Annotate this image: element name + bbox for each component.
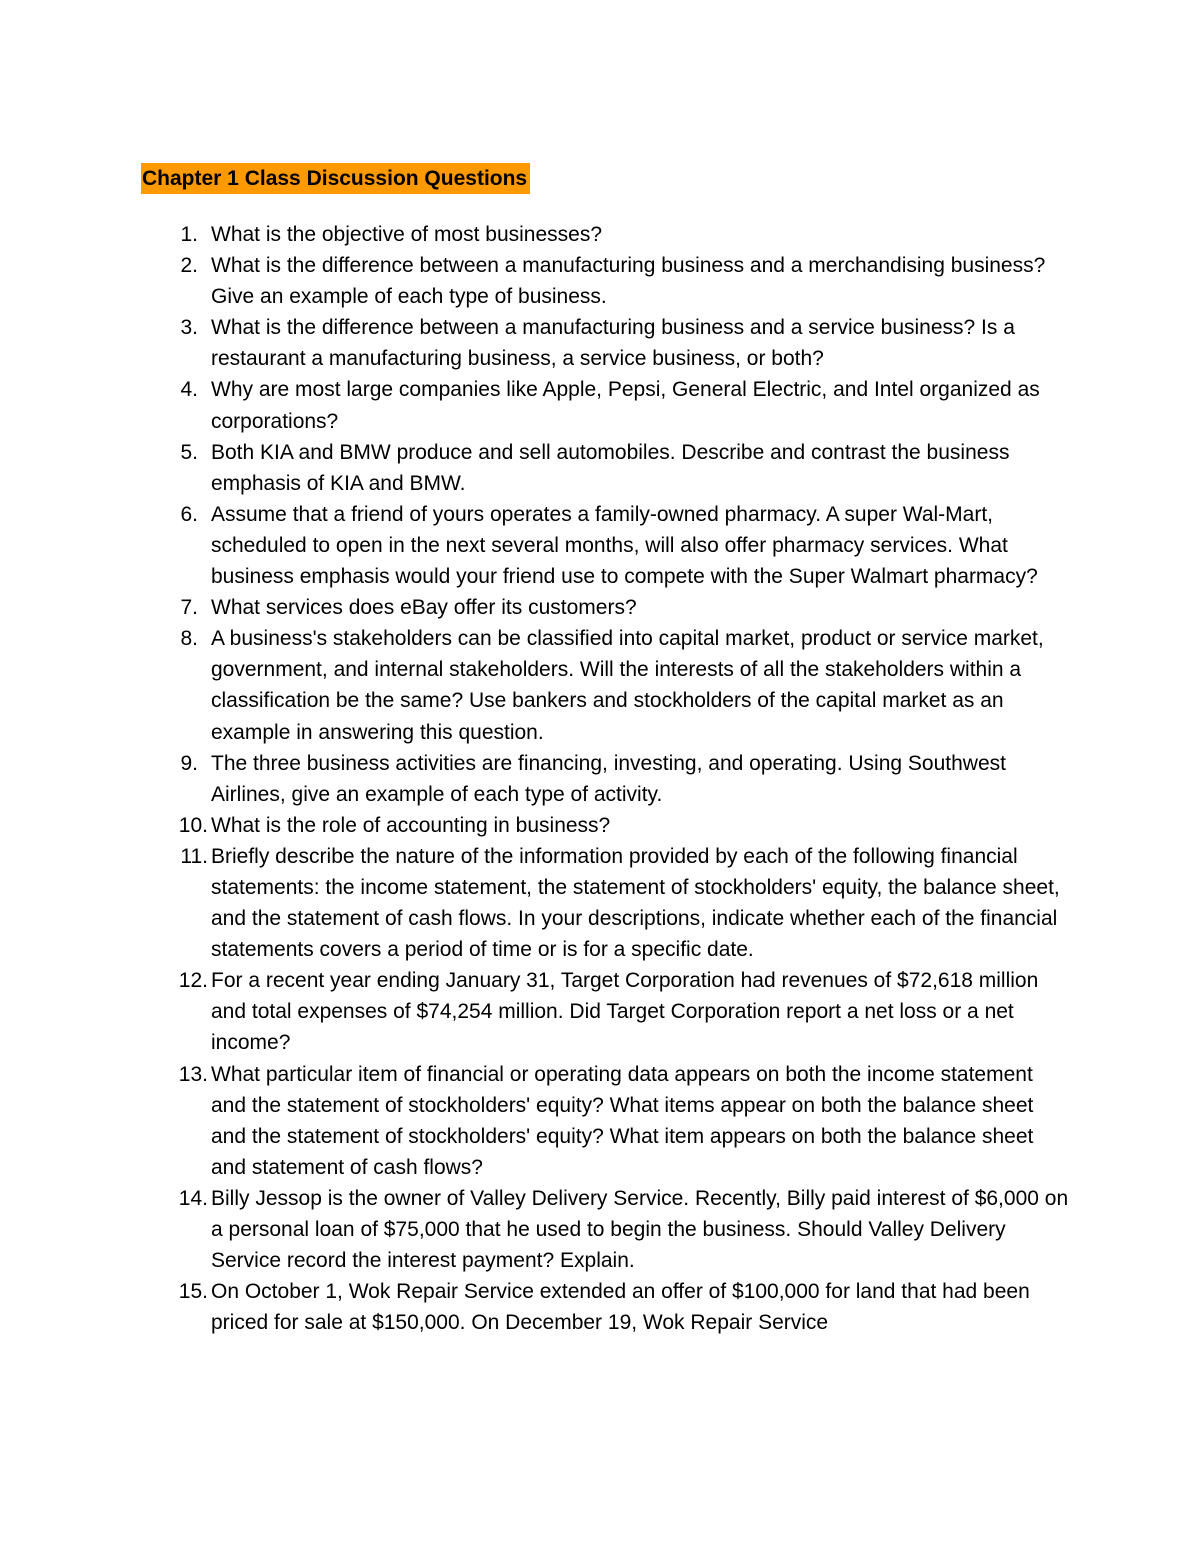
question-text: What is the difference between a manufacturing business and a service business? Is a restaurant a manufacturing business, a service business, or both? bbox=[211, 316, 1015, 371]
question-number: 15. bbox=[178, 1280, 208, 1304]
question-number: 11. bbox=[180, 844, 208, 868]
question-text: Briefly describe the nature of the information provided by each of the following financial statements: the income statement, the statement of stockholders' equity, the balance sheet, and the statement of cash flows. In your descriptions, indicate whether each of the financial statements covers a period of time or is for a specific date. bbox=[211, 844, 1060, 962]
list-item bbox=[0, 592, 1071, 623]
question-text: What is the role of accounting in business? bbox=[211, 813, 611, 837]
question-text: What particular item of financial or operating data appears on both the income statement and the statement of stockholders' equity? What items appear on both the balance sheet and the statement of stockholders' equity? What item appears on both the balance sheet and statement of cash flows? bbox=[211, 1062, 1034, 1179]
question-number: 4. bbox=[180, 378, 198, 402]
list-item bbox=[0, 810, 1071, 841]
question-number: 6. bbox=[180, 502, 198, 526]
list-item bbox=[0, 499, 1071, 592]
question-text: What services does eBay offer its customers? bbox=[211, 596, 637, 620]
question-number: 12. bbox=[178, 969, 208, 993]
question-number: 13. bbox=[178, 1062, 208, 1086]
question-text: A business's stakeholders can be classified into capital market, product or service market, government, and internal stakeholders. Will the interests of all the stakeholders within a classification be the same? Use bankers and stockholders of the capital market as an example in answering this question. bbox=[211, 627, 1044, 744]
question-text: What is the difference between a manufacturing business and a merchandising business? Give an example of each type of business. bbox=[211, 254, 1046, 309]
question-number: 9. bbox=[180, 751, 198, 775]
list-item bbox=[0, 965, 1071, 1058]
question-text: Both KIA and BMW produce and sell automobiles. Describe and contrast the business emphasis of KIA and BMW. bbox=[211, 440, 1010, 495]
question-text: Assume that a friend of yours operates a family-owned pharmacy. A super Wal-Mart, scheduled to open in the next several months, will also offer pharmacy services. What business emphasis would your friend use to compete with the Super Walmart pharmacy? bbox=[211, 502, 1038, 589]
list-item bbox=[0, 623, 1071, 747]
question-number: 10. bbox=[178, 813, 208, 837]
question-number: 2. bbox=[180, 254, 198, 278]
question-number: 8. bbox=[180, 627, 198, 651]
list-item bbox=[0, 312, 1071, 374]
list-item bbox=[0, 1059, 1071, 1183]
question-text: Billy Jessop is the owner of Valley Delivery Service. Recently, Billy paid interest of $6,000 on a personal loan of $75,000 that he used to begin the business. Should Valley Delivery Service record the interest payment? Explain. bbox=[211, 1186, 1069, 1273]
list-item bbox=[0, 1276, 1071, 1338]
question-number: 14. bbox=[178, 1186, 208, 1210]
list-item bbox=[0, 219, 1071, 250]
list-item bbox=[0, 250, 1071, 312]
question-text: Why are most large companies like Apple, Pepsi, General Electric, and Intel organized as corporations? bbox=[211, 378, 1040, 433]
question-text: On October 1, Wok Repair Service extended an offer of $100,000 for land that had been priced for sale at $150,000. On December 19, Wok Repair Service bbox=[211, 1280, 1030, 1335]
question-number: 3. bbox=[180, 316, 198, 340]
list-item bbox=[0, 374, 1071, 436]
question-number: 7. bbox=[180, 596, 198, 620]
list-item bbox=[0, 748, 1071, 810]
document-title: Chapter 1 Class Discussion Questions bbox=[141, 163, 530, 194]
question-list bbox=[0, 219, 1200, 1338]
question-number: 5. bbox=[180, 440, 198, 464]
list-item bbox=[0, 1183, 1071, 1276]
question-text: The three business activities are financing, investing, and operating. Using Southwest Airlines, give an example of each type of activity. bbox=[211, 751, 1006, 806]
list-item bbox=[0, 437, 1071, 499]
question-number: 1. bbox=[180, 223, 198, 246]
list-item bbox=[0, 841, 1071, 965]
question-text: What is the objective of most businesses? bbox=[211, 223, 603, 246]
question-text: For a recent year ending January 31, Target Corporation had revenues of $72,618 million and total expenses of $74,254 million. Did Target Corporation report a net loss or a net income? bbox=[211, 969, 1039, 1055]
